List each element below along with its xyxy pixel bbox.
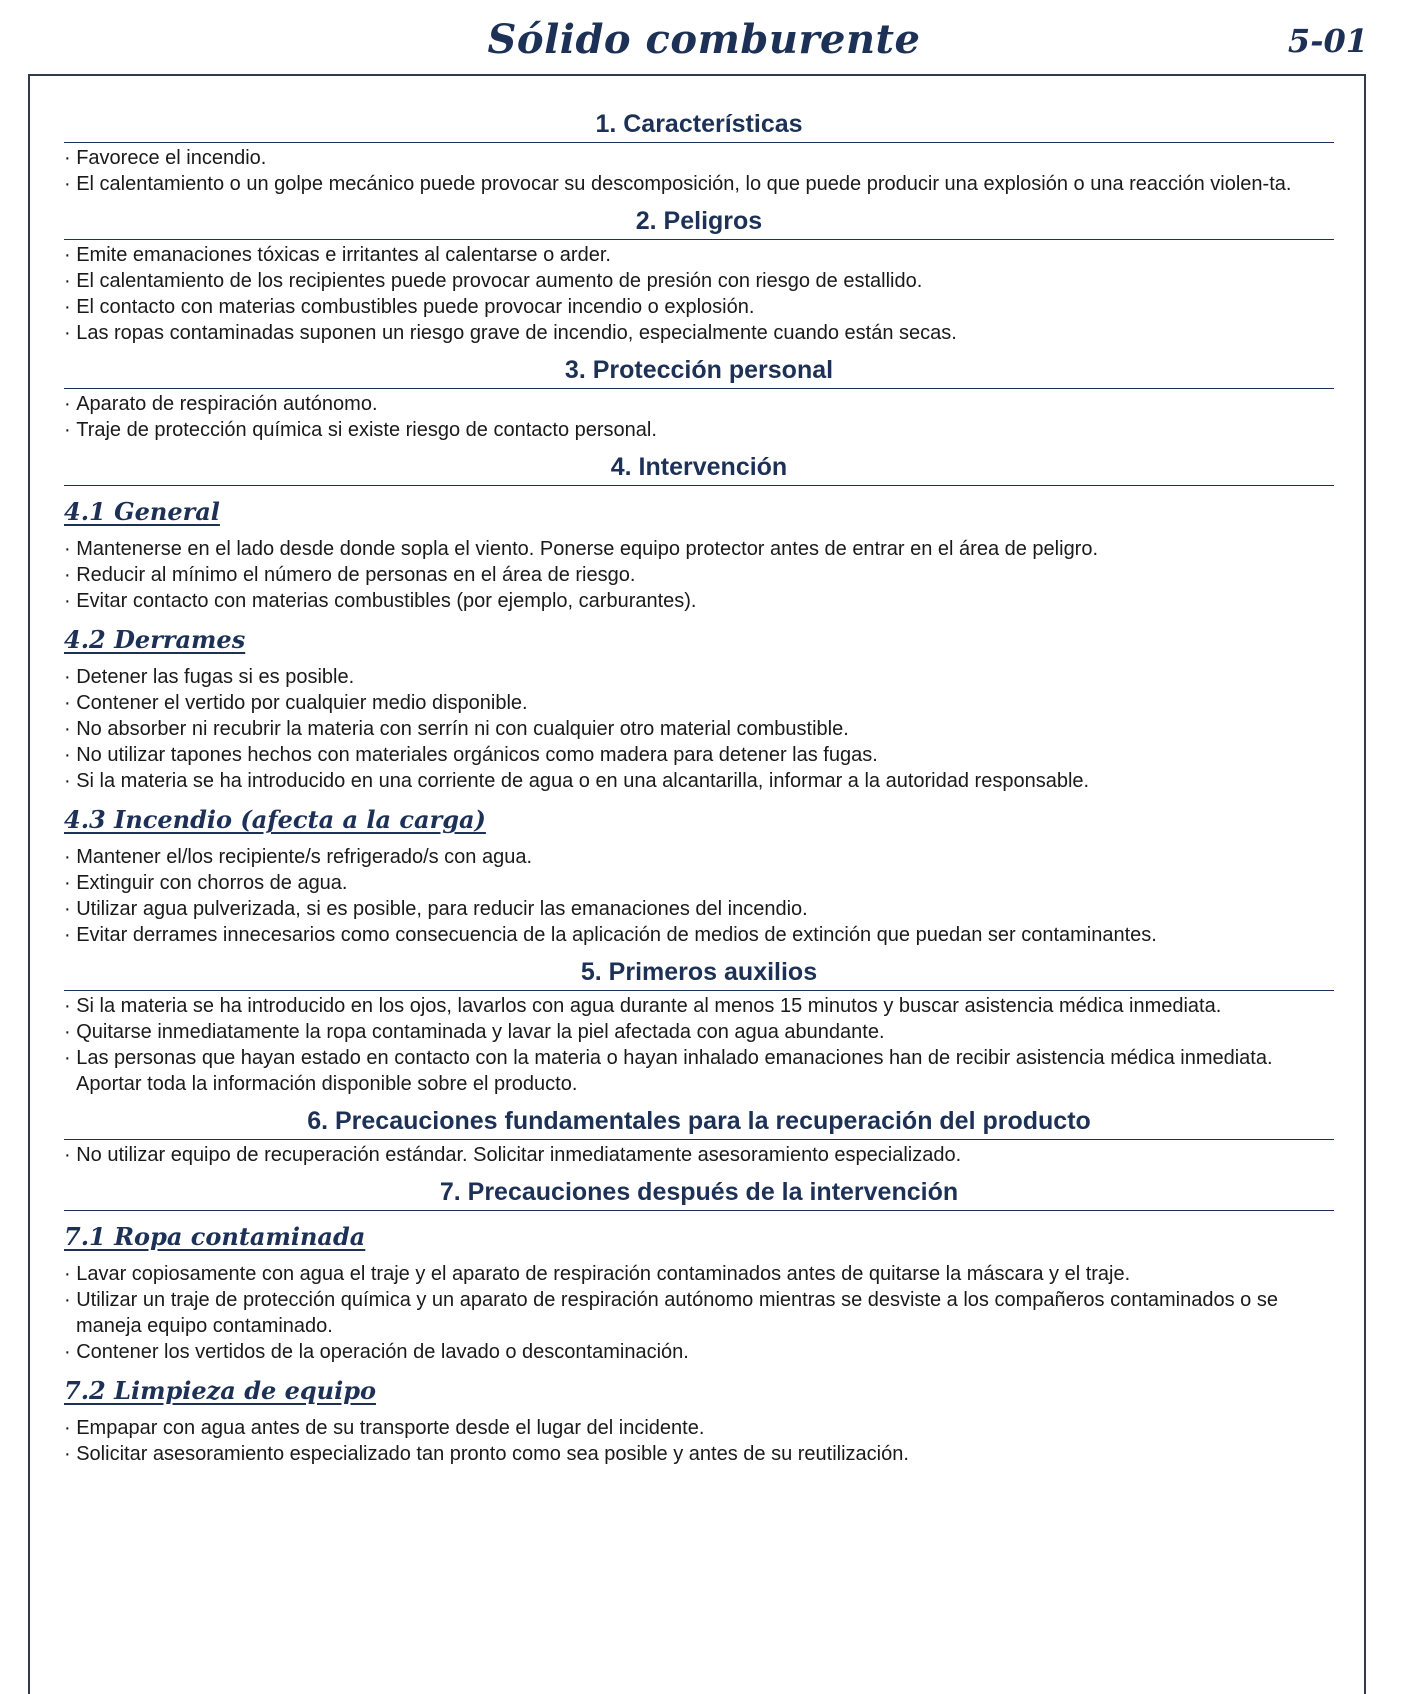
list-item: · Contener el vertido por cualquier medio disponible. — [64, 690, 1334, 716]
list-item: · Mantenerse en el lado desde donde sopla el viento. Ponerse equipo protector antes de entrar en el área de peligro. — [64, 536, 1334, 562]
list-item: · Evitar contacto con materias combustibles (por ejemplo, carburantes). — [64, 588, 1334, 614]
list-item: · Quitarse inmediatamente la ropa contaminada y lavar la piel afectada con agua abundante. — [64, 1019, 1334, 1045]
list-item: · Detener las fugas si es posible. — [64, 664, 1334, 690]
incendio-list — [64, 844, 1334, 948]
section-heading-peligros: 2. Peligros — [64, 205, 1334, 240]
caracteristicas-list — [64, 145, 1334, 197]
list-item: · El calentamiento de los recipientes puede provocar aumento de presión con riesgo de estallido. — [64, 268, 1334, 294]
section-heading-precauciones-despues: 7. Precauciones después de la intervención — [64, 1176, 1334, 1211]
section-heading-primeros-auxilios: 5. Primeros auxilios — [64, 956, 1334, 991]
list-item: · Aparato de respiración autónomo. — [64, 391, 1334, 417]
proteccion-personal-list — [64, 391, 1334, 443]
subsection-heading-general: 4.1 General — [64, 497, 220, 526]
section-heading-precauciones-recuperacion: 6. Precauciones fundamentales para la recuperación del producto — [64, 1105, 1334, 1140]
document-code: 5-01 — [1287, 22, 1368, 60]
list-item: · Empapar con agua antes de su transporte desde el lugar del incidente. — [64, 1415, 1334, 1441]
precauciones-recuperacion-list — [64, 1142, 1334, 1168]
limpieza-equipo-list — [64, 1415, 1334, 1467]
list-item: · Si la materia se ha introducido en los ojos, lavarlos con agua durante al menos 15 minutos y buscar asistencia médica inmediata. — [64, 993, 1334, 1019]
section-heading-caracteristicas: 1. Características — [64, 108, 1334, 143]
general-list — [64, 536, 1334, 614]
list-item: · Evitar derrames innecesarios como consecuencia de la aplicación de medios de extinción que puedan ser contaminantes. — [64, 922, 1334, 948]
list-item: · El calentamiento o un golpe mecánico puede provocar su descomposición, lo que puede producir una explosión o una reacción violen-ta. — [64, 171, 1334, 197]
list-item: · Contener los vertidos de la operación de lavado o descontaminación. — [64, 1339, 1334, 1365]
list-item: · Favorece el incendio. — [64, 145, 1334, 171]
list-item: · No utilizar tapones hechos con materiales orgánicos como madera para detener las fugas. — [64, 742, 1334, 768]
list-item: · Lavar copiosamente con agua el traje y el aparato de respiración contaminados antes de quitarse la máscara y el traje. — [64, 1261, 1334, 1287]
list-item: · Emite emanaciones tóxicas e irritantes al calentarse o arder. — [64, 242, 1334, 268]
list-item: · Las ropas contaminadas suponen un riesgo grave de incendio, especialmente cuando están secas. — [64, 320, 1334, 346]
subsection-heading-ropa-contaminada: 7.1 Ropa contaminada — [64, 1222, 366, 1251]
ropa-contaminada-list — [64, 1261, 1334, 1365]
list-item: · Reducir al mínimo el número de personas en el área de riesgo. — [64, 562, 1334, 588]
list-item: · Si la materia se ha introducido en una corriente de agua o en una alcantarilla, informar a la autoridad responsable. — [64, 768, 1334, 794]
list-item: · Las personas que hayan estado en contacto con la materia o hayan inhalado emanaciones han de recibir asistencia médica inmediata. Aportar toda la información disponible sobre el producto. — [64, 1045, 1334, 1097]
document-content — [64, 108, 1334, 1467]
derrames-list — [64, 664, 1334, 794]
primeros-auxilios-list — [64, 993, 1334, 1097]
list-item: · El contacto con materias combustibles puede provocar incendio o explosión. — [64, 294, 1334, 320]
list-item: · Utilizar un traje de protección química y un aparato de respiración autónomo mientras se desviste a los compañeros contaminados o se maneja equipo contaminado. — [64, 1287, 1334, 1339]
subsection-heading-limpieza-equipo: 7.2 Limpieza de equipo — [64, 1376, 377, 1405]
subsection-heading-incendio: 4.3 Incendio (afecta a la carga) — [64, 805, 486, 834]
list-item: · Solicitar asesoramiento especializado tan pronto como sea posible y antes de su reutilización. — [64, 1441, 1334, 1467]
list-item: · Mantener el/los recipiente/s refrigerado/s con agua. — [64, 844, 1334, 870]
list-item: · Traje de protección química si existe riesgo de contacto personal. — [64, 417, 1334, 443]
section-heading-intervencion: 4. Intervención — [64, 451, 1334, 486]
list-item: · No absorber ni recubrir la materia con serrín ni con cualquier otro material combustible. — [64, 716, 1334, 742]
section-heading-proteccion-personal: 3. Protección personal — [64, 354, 1334, 389]
list-item: · No utilizar equipo de recuperación estándar. Solicitar inmediatamente asesoramiento especializado. — [64, 1142, 1334, 1168]
list-item: · Utilizar agua pulverizada, si es posible, para reducir las emanaciones del incendio. — [64, 896, 1334, 922]
page-title: Sólido comburente — [487, 16, 921, 63]
peligros-list — [64, 242, 1334, 346]
subsection-heading-derrames: 4.2 Derrames — [64, 625, 246, 654]
list-item: · Extinguir con chorros de agua. — [64, 870, 1334, 896]
